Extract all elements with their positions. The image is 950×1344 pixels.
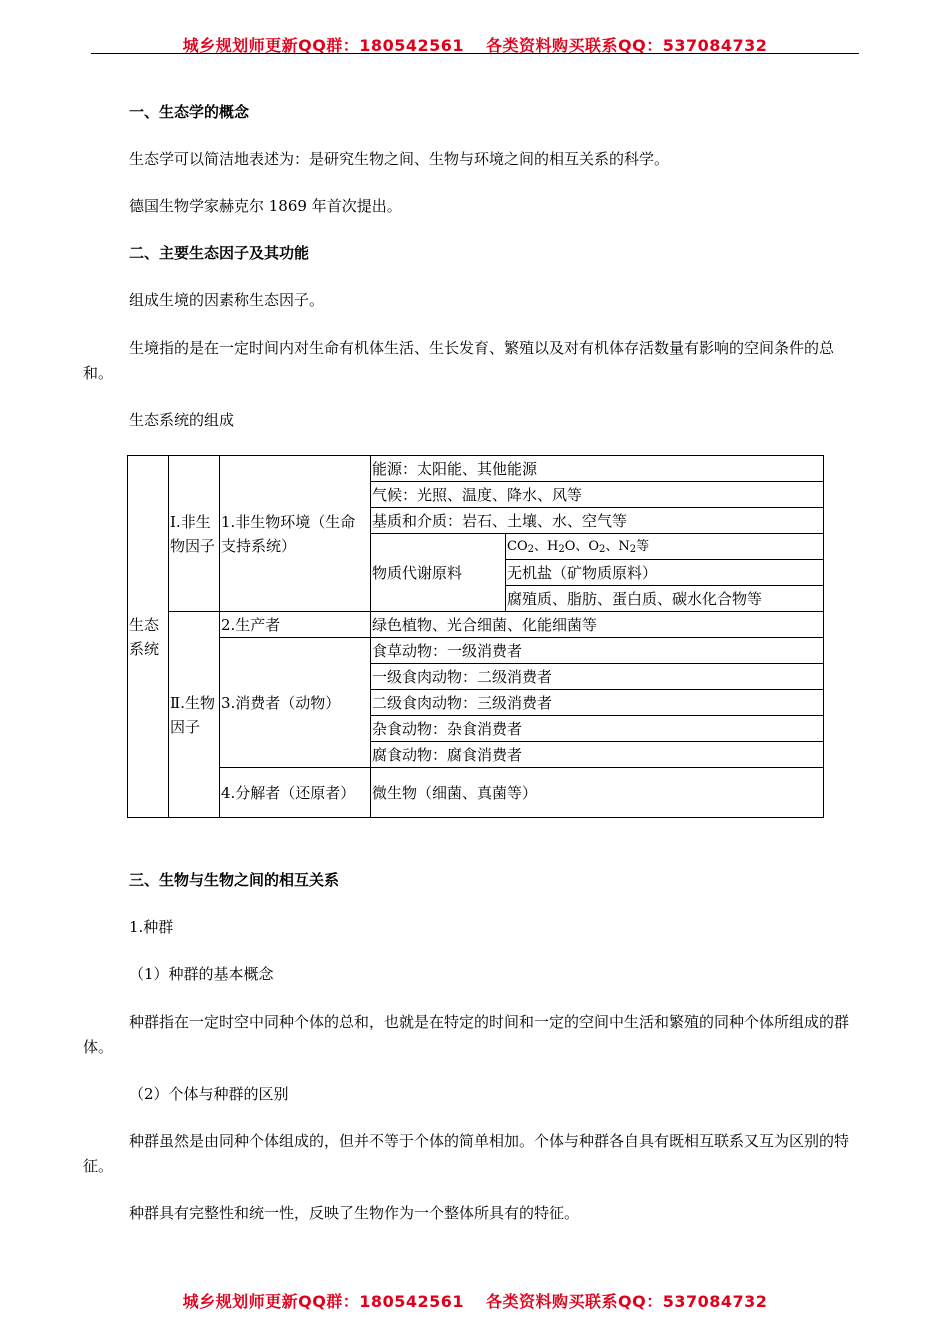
- section3-subheading: 1.种群: [129, 918, 174, 936]
- nonbio-factor-cell: Ⅰ.非生物因子: [169, 456, 220, 612]
- section2-paragraph: 生态系统的组成: [129, 411, 235, 429]
- section2-paragraph: 组成生境的因素称生态因子。: [129, 291, 325, 309]
- table-cell: 能源：太阳能、其他能源: [371, 456, 824, 482]
- section1-paragraph: 德国生物学家赫克尔 1869 年首次提出。: [129, 197, 402, 215]
- table-cell: 气候：光照、温度、降水、风等: [371, 482, 824, 508]
- bio-factor-cell: Ⅱ.生物因子: [169, 612, 220, 818]
- watermark-contact: 各类资料购买联系QQ：537084732: [486, 1292, 768, 1311]
- table-cell: 杂食动物：杂食消费者: [371, 716, 824, 742]
- section3-heading: 三、生物与生物之间的相互关系: [129, 871, 340, 889]
- section2-paragraph: 生境指的是在一定时间内对生命有机体生活、生长发育、繁殖以及对有机体存活数量有影响的空间条件的总和。: [83, 339, 835, 382]
- gases-cell: $CO_2$、$H_2O$、$O_2$、$N_2$等: [506, 534, 824, 560]
- table-cell: 二级食肉动物：三级消费者: [371, 690, 824, 716]
- table-cell: 微生物（细菌、真菌等）: [371, 768, 824, 818]
- section3-subheading: （2）个体与种群的区别: [129, 1085, 289, 1103]
- header-rule: [91, 53, 859, 54]
- table-cell: 腐食动物：腐食消费者: [371, 742, 824, 768]
- section3-paragraph: 种群虽然是由同种个体组成的，但并不等于个体的简单相加。个体与种群各自具有既相互联系又互为区别的特征。: [83, 1132, 850, 1175]
- section3-paragraph: 种群具有完整性和统一性，反映了生物作为一个整体所具有的特征。: [129, 1204, 580, 1222]
- table-cell: 食草动物：一级消费者: [371, 638, 824, 664]
- decomposer-cell: 4.分解者（还原者）: [220, 768, 371, 818]
- section3-subheading: （1）种群的基本概念: [129, 965, 274, 983]
- nonbio-env-cell: 1.非生物环境（生命支持系统）: [220, 456, 371, 612]
- table-cell: 无机盐（矿物质原料）: [506, 560, 824, 586]
- ecosystem-table: [127, 455, 824, 818]
- watermark-contact: 各类资料购买联系QQ：537084732: [486, 36, 768, 55]
- section3-paragraph: 种群指在一定时空中同种个体的总和，也就是在特定的时间和一定的空间中生活和繁殖的同种个体所组成的群体。: [83, 1013, 850, 1056]
- table-cell: 腐殖质、脂肪、蛋白质、碳水化合物等: [506, 586, 824, 612]
- table-root-cell: 生态系统: [128, 456, 169, 818]
- section1-paragraph: 生态学可以简洁地表述为：是研究生物之间、生物与环境之间的相互关系的科学。: [129, 150, 670, 168]
- table-cell: 基质和介质：岩石、土壤、水、空气等: [371, 508, 824, 534]
- table-cell: 一级食肉动物：二级消费者: [371, 664, 824, 690]
- section1-heading: 一、生态学的概念: [129, 103, 250, 121]
- consumer-cell: 3.消费者（动物）: [220, 638, 371, 768]
- footer-watermark: [0, 1289, 950, 1312]
- metabolism-cell: 物质代谢原料: [371, 534, 506, 612]
- watermark-qq-group: 城乡规划师更新QQ群：180542561: [182, 36, 464, 55]
- producer-cell: 2.生产者: [220, 612, 371, 638]
- table-cell: 绿色植物、光合细菌、化能细菌等: [371, 612, 824, 638]
- section2-heading: 二、主要生态因子及其功能: [129, 244, 310, 262]
- watermark-qq-group: 城乡规划师更新QQ群：180542561: [182, 1292, 464, 1311]
